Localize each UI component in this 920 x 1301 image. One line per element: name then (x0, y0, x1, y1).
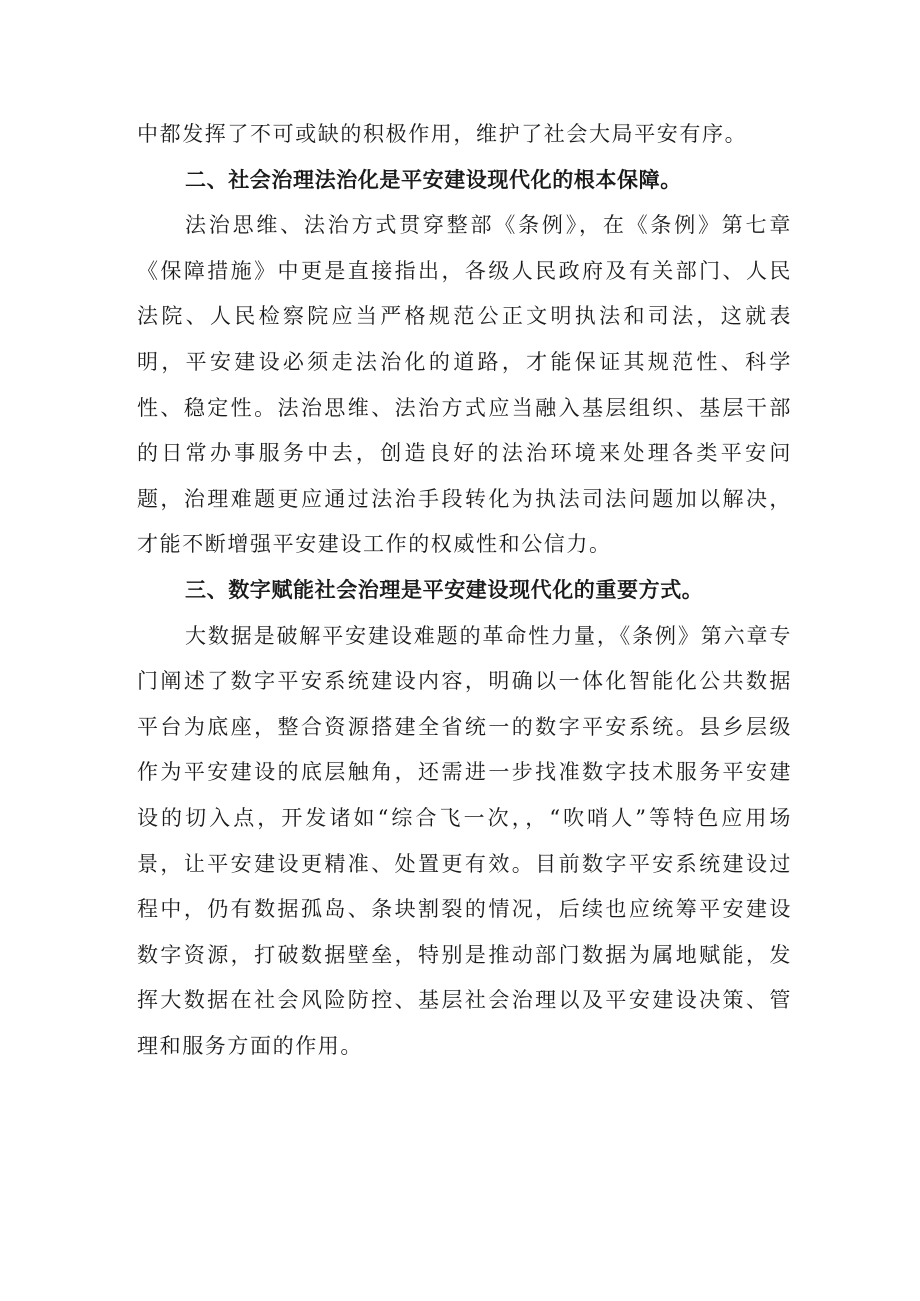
paragraph-digital-empowerment: 大数据是破解平安建设难题的革命性力量，《条例》第六章专门阐述了数字平安系统建设内容，明确以一体化智能化公共数据平台为底座，整合资源搭建全省统一的数字平安系统。县乡层级作为平安建设的底层触角，还需进一步找准数字技术服务平安建设的切入点，开发诸如“综合飞一次，，“吹哨人”等特色应用场景，让平安建设更精准、处置更有效。目前数字平安系统建设过程中，仍有数据孤岛、条块割裂的情况，后续也应统筹平安建设数字资源，打破数据壁垒，特别是推动部门数据为属地赋能，发挥大数据在社会风险防控、基层社会治理以及平安建设决策、管理和服务方面的作用。 (137, 623, 792, 1058)
section-heading-3: 三、数字赋能社会治理是平安建设现代化的重要方式。 (185, 577, 704, 602)
document-body (137, 112, 792, 1069)
paragraph-continuation: 中都发挥了不可或缺的积极作用，维护了社会大局平安有序。 (137, 122, 748, 146)
paragraph-rule-of-law: 法治思维、法治方式贯穿整部《条例》，在《条例》第七章《保障措施》中更是直接指出，各级人民政府及有关部门、人民法院、人民检察院应当严格规范公正文明执法和司法，这就表明，平安建设必须走法治化的道路，才能保证其规范性、科学性、稳定性。法治思维、法治方式应当融入基层组织、基层干部的日常办事服务中去，创造良好的法治环境来处理各类平安问题，治理难题更应通过法治手段转化为执法司法问题加以解决，才能不断增强平安建设工作的权威性和公信力。 (137, 213, 792, 557)
section-heading-2: 二、社会治理法治化是平安建设现代化的根本保障。 (185, 167, 682, 192)
